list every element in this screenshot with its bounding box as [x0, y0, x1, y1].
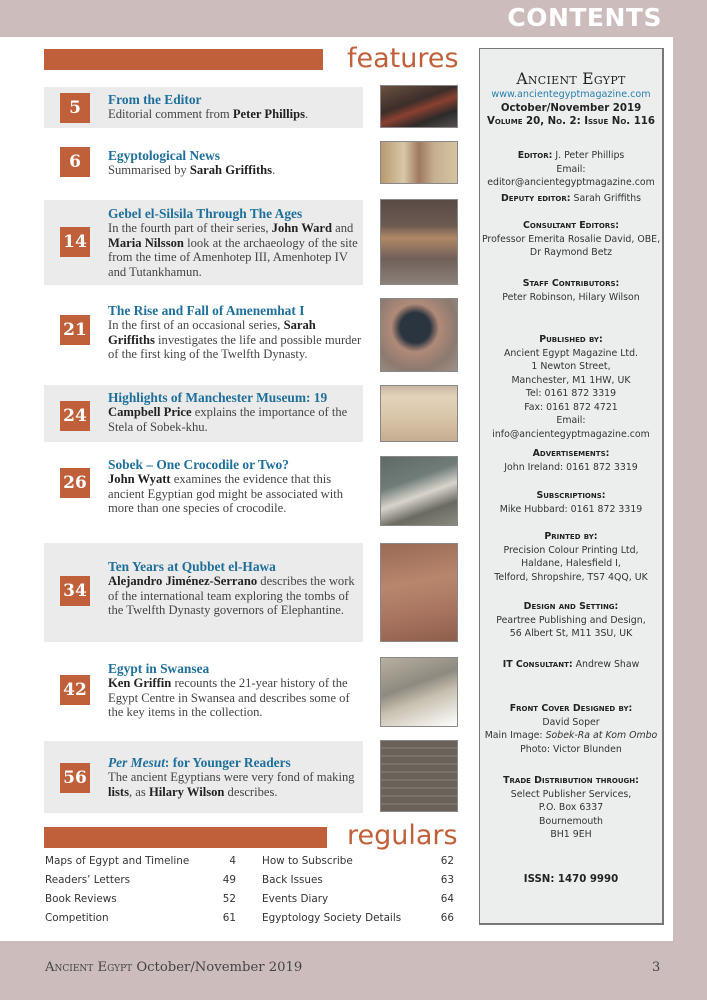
published-line: Fax: 0161 872 4721 — [524, 401, 618, 413]
feature-description — [108, 770, 363, 799]
feature-item[interactable] — [44, 297, 363, 372]
printed-line: Telford, Shropshire, TS7 4QQ, UK — [494, 571, 648, 583]
description-text: look at the archaeology of the site from the time of Amenhotep III, Amenhotep IV and Tutankhamun. — [108, 235, 358, 279]
description-text: , as — [129, 784, 149, 799]
description-text: Editorial comment from — [108, 107, 233, 121]
design-line: 56 Albert St, M11 3SU, UK — [509, 628, 633, 639]
feature-title[interactable] — [108, 457, 363, 472]
feature-description — [108, 107, 363, 122]
hieratic-list-photo[interactable] — [380, 740, 458, 812]
trade-line: BH1 9EH — [550, 829, 592, 840]
feature-text — [108, 303, 363, 362]
regular-item-label[interactable]: Maps of Egypt and Timeline — [45, 855, 190, 867]
feature-title-text: Ten Years at Qubbet el-Hawa — [108, 559, 276, 574]
regular-item-page: 49 — [222, 874, 236, 886]
regular-item-label[interactable]: Book Reviews — [45, 893, 117, 905]
it-name: Andrew Shaw — [575, 659, 640, 670]
author-name: Sarah Griffiths — [189, 163, 273, 177]
feature-title-text: Egyptological News — [108, 148, 220, 163]
regulars-heading: regulars — [347, 820, 458, 851]
regular-item-page: 63 — [440, 874, 454, 886]
published-line: Ancient Egypt Magazine Ltd. — [503, 347, 639, 359]
trade-label: Trade Distribution through: — [503, 775, 639, 786]
feature-title[interactable] — [108, 559, 363, 574]
website-link[interactable]: www.ancientegyptmagazine.com — [491, 89, 651, 100]
page-number-badge: 42 — [60, 675, 90, 705]
author-name: lists — [108, 784, 129, 799]
description-text: describes the work of the international team exploring the tombs of the Twelfth Dynasty governors of Elephantine. — [108, 574, 355, 617]
inscribed-artifact-photo[interactable] — [380, 657, 458, 727]
ads-label: Advertisements: — [532, 448, 610, 459]
archer-relief-photo[interactable] — [380, 543, 458, 642]
page-number-badge: 5 — [60, 93, 90, 123]
regular-item-page: 66 — [440, 912, 454, 924]
description-text: In the first of an occasional series, — [108, 318, 284, 332]
feature-text — [108, 755, 363, 799]
published-label: Published by: — [539, 334, 603, 345]
trade-line: P.O. Box 6337 — [538, 802, 604, 813]
feature-item[interactable] — [44, 200, 363, 285]
page-number: 3 — [652, 960, 661, 975]
feature-title-text: Gebel el-Silsila Through The Ages — [108, 206, 303, 221]
consultants-label: Consultant Editors: — [523, 220, 619, 231]
issue-date: October/November 2019 — [500, 102, 642, 114]
regular-item-label[interactable]: Egyptology Society Details — [262, 912, 402, 924]
rock-shrines-photo[interactable] — [380, 199, 458, 285]
author-name: John Ward — [271, 221, 332, 235]
feature-title[interactable] — [108, 661, 363, 676]
page-footer — [45, 960, 302, 975]
author-name: Hilary Wilson — [148, 784, 225, 799]
staff-line: Peter Robinson, Hilary Wilson — [502, 291, 640, 303]
footer-issue-date: October/November 2019 — [136, 960, 303, 975]
feature-title-italic: Per Mesut — [108, 755, 165, 770]
feature-title-text: From the Editor — [108, 92, 202, 107]
regular-item-page: 4 — [229, 855, 236, 867]
regular-item-label[interactable]: Competition — [45, 912, 109, 924]
cover-image-title: Sobek-Ra at Kom Ombo — [545, 730, 658, 741]
feature-description — [108, 676, 363, 720]
feature-title[interactable] — [108, 755, 363, 770]
feature-title[interactable] — [108, 92, 363, 107]
deputy-label: Deputy editor: — [500, 193, 571, 204]
description-text: recounts the 21-year history of the Egypt Centre in Swansea and describes some of the key items in the collection. — [108, 676, 350, 719]
regular-item-label[interactable]: Events Diary — [262, 893, 329, 905]
description-text: investigates the life and possible murder of the first king of the Twelfth Dynasty. — [108, 332, 362, 361]
description-text: The ancient Egyptians were very fond of making — [108, 770, 355, 784]
tomb-painting-photo[interactable] — [380, 141, 458, 184]
published-line: 1 Newton Street, — [531, 361, 611, 372]
description-text: examines the evidence that this ancient Egyptian god might be associated with more than one species of crocodile. — [108, 472, 344, 515]
footer-magazine-name: Ancient Egypt — [45, 960, 133, 975]
author-name: Sarah Griffiths — [108, 318, 316, 347]
consultant-line: Professor Emerita Rosalie David, OBE, — [481, 233, 661, 245]
feature-text — [108, 457, 363, 516]
feature-text — [108, 92, 363, 122]
regular-item-page: 52 — [222, 893, 236, 905]
pharaoh-relief-photo[interactable] — [380, 298, 458, 372]
page-number-badge: 14 — [60, 227, 90, 257]
regular-item-label[interactable]: Readers’ Letters — [45, 874, 131, 886]
stela-photo[interactable] — [380, 385, 458, 442]
magazine-name: Ancient Egypt — [516, 70, 626, 88]
feature-item[interactable] — [44, 385, 363, 442]
feature-description — [108, 574, 363, 618]
feature-description — [108, 472, 363, 516]
cover-designer: David Soper — [542, 716, 600, 728]
feature-item[interactable] — [44, 87, 363, 128]
feature-text — [108, 559, 363, 618]
feature-description — [108, 163, 363, 178]
crocodile-photo[interactable] — [380, 456, 458, 526]
feature-description — [108, 318, 363, 362]
author-name: Ken Griffin — [108, 676, 172, 690]
published-email[interactable]: Email: info@ancientegyptmagazine.com — [492, 415, 650, 440]
author-name: Campbell Price — [108, 405, 192, 419]
cover-photo-credit: Photo: Victor Blunden — [520, 743, 622, 755]
deputy-name: Sarah Griffiths — [573, 193, 642, 204]
it-label: IT Consultant: — [502, 659, 573, 670]
regulars-bar — [44, 827, 327, 848]
page-number-badge: 24 — [60, 401, 90, 431]
design-label: Design and Setting: — [523, 601, 619, 612]
trade-line: Select Publisher Services, — [510, 788, 632, 800]
feature-item[interactable] — [44, 741, 363, 813]
page-number-badge: 34 — [60, 576, 90, 606]
regular-item-label[interactable]: How to Subscribe — [262, 855, 353, 867]
cover-image-prefix: Main Image: — [484, 730, 546, 741]
description-text: describes. — [224, 784, 278, 799]
feature-title-text: Sobek – One Crocodile or Two? — [108, 457, 289, 472]
feature-title-text: : for Younger Readers — [164, 755, 291, 770]
description-text: explains the importance of the Stela of Sobek-khu. — [108, 405, 348, 434]
regular-item-label[interactable]: Back Issues — [262, 874, 323, 886]
issn: ISSN: 1470 9990 — [523, 874, 619, 885]
feature-title-text: The Rise and Fall of Amenemhat I — [108, 303, 305, 318]
feature-item[interactable] — [44, 141, 363, 183]
design-line: Peartree Publishing and Design, — [496, 614, 646, 626]
feature-title[interactable] — [108, 206, 363, 221]
feature-text — [108, 661, 363, 720]
trade-line: Bournemouth — [539, 815, 603, 827]
regular-item-page: 61 — [222, 912, 236, 924]
feature-title-text: Highlights of Manchester Museum: 19 — [108, 390, 328, 405]
editor-name: J. Peter Phillips — [555, 150, 625, 161]
feature-item[interactable] — [44, 452, 363, 527]
feature-title[interactable] — [108, 303, 363, 318]
regular-item-page: 64 — [440, 893, 454, 905]
subscriptions-line: Mike Hubbard: 0161 872 3319 — [499, 503, 643, 515]
description-text: Summarised by — [108, 163, 190, 177]
description-text: . — [305, 107, 309, 121]
feature-text — [108, 390, 363, 434]
editor-email[interactable]: Email: editor@ancientegyptmagazine.com — [487, 163, 655, 188]
feature-item[interactable] — [44, 655, 363, 725]
description-text: In the fourth part of their series, — [108, 221, 272, 235]
printed-line: Haldane, Halesfield I, — [521, 558, 621, 569]
feature-text — [108, 148, 363, 178]
published-line: Manchester, M1 1HW, UK — [511, 374, 631, 386]
staff-label: Staff Contributors: — [522, 278, 620, 289]
editor-label: Editor: — [517, 150, 553, 161]
page-title: CONTENTS — [507, 3, 662, 32]
page-number-badge: 6 — [60, 147, 90, 177]
feature-description — [108, 405, 363, 434]
features-bar — [44, 49, 323, 70]
description-text: . — [272, 163, 276, 177]
page-number-badge: 21 — [60, 315, 90, 345]
author-name: Alejandro Jiménez-Serrano — [108, 574, 258, 588]
subscriptions-label: Subscriptions: — [536, 490, 606, 501]
feature-title-text: Egypt in Swansea — [108, 661, 210, 676]
author-name: John Wyatt — [108, 472, 171, 486]
trucks-transport-photo[interactable] — [380, 85, 458, 128]
printed-label: Printed by: — [544, 531, 598, 542]
page-number-badge: 56 — [60, 763, 90, 793]
masthead-box — [479, 48, 664, 925]
author-name: Maria Nilsson — [108, 235, 184, 250]
features-heading: features — [347, 43, 459, 74]
regular-item-page: 62 — [440, 855, 454, 867]
volume-issue: Volume 20, No. 2: Issue No. 116 — [487, 116, 655, 127]
feature-item[interactable] — [44, 543, 363, 642]
cover-label: Front Cover Designed by: — [509, 703, 633, 714]
page-number-badge: 26 — [60, 468, 90, 498]
feature-title[interactable] — [108, 148, 363, 163]
feature-title[interactable] — [108, 390, 363, 405]
printed-line: Precision Colour Printing Ltd, — [503, 544, 639, 556]
description-text: and — [331, 221, 354, 235]
feature-text — [108, 206, 363, 279]
ads-line: John Ireland: 0161 872 3319 — [504, 461, 638, 473]
consultant-line: Dr Raymond Betz — [529, 247, 613, 258]
published-line: Tel: 0161 872 3319 — [525, 388, 617, 399]
feature-description — [108, 221, 363, 279]
author-name: Peter Phillips — [232, 107, 306, 121]
